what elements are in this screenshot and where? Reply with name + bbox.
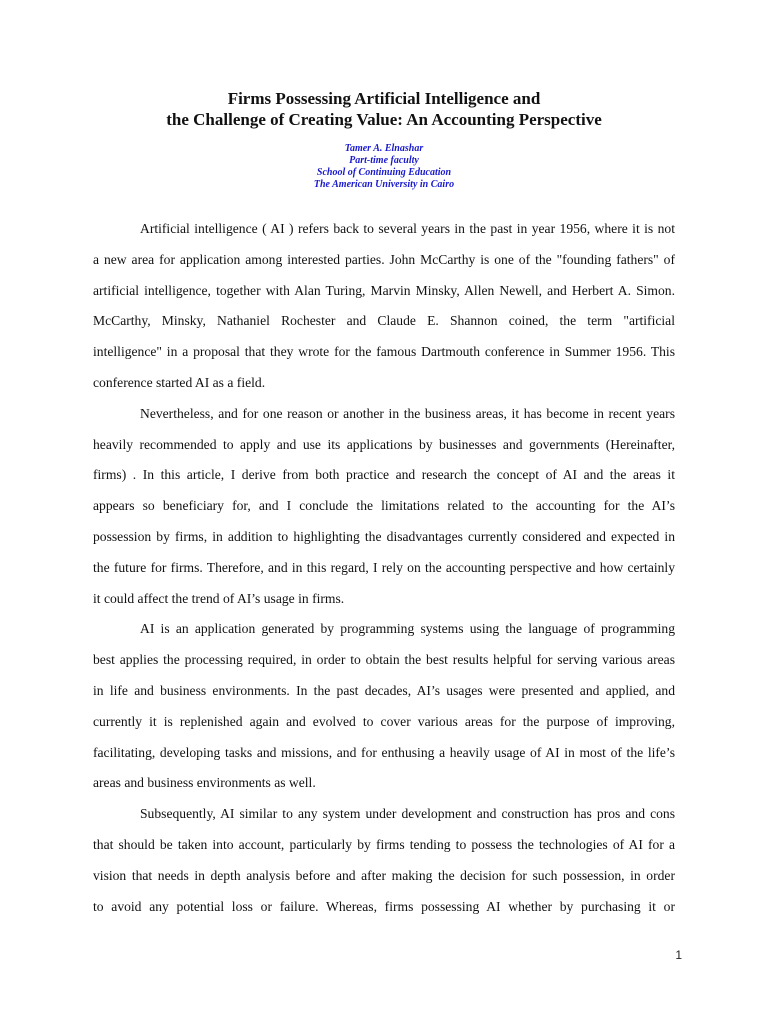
paragraph-1 bbox=[93, 214, 675, 399]
text-line: Nevertheless, and for one reason or another in the business areas, it has become in recent years bbox=[140, 405, 675, 421]
author-role: Part-time faculty bbox=[349, 155, 419, 166]
text-line: it could affect the trend of AI’s usage in firms. bbox=[93, 590, 345, 606]
text-line: conference started AI as a field. bbox=[93, 374, 266, 390]
text-line: best applies the processing required, in order to obtain the best results helpful for serving various areas bbox=[93, 652, 675, 668]
text-line: a new area for application among interested parties. John McCarthy is one of the "founding fathers" of bbox=[93, 251, 675, 267]
text-line: artificial intelligence, together with Alan Turing, Marvin Minsky, Allen Newell, and Herbert A. Simon. bbox=[93, 282, 675, 298]
text-line: to avoid any potential loss or failure. Whereas, firms possessing AI whether by purchasing it or bbox=[93, 898, 675, 914]
text-line: currently it is replenished again and evolved to cover various areas for the purpose of improving, bbox=[93, 713, 675, 729]
paragraph-4 bbox=[93, 799, 675, 922]
text-line: in life and business environments. In the past decades, AI’s usages were presented and applied, and bbox=[93, 682, 675, 698]
text-line: areas and business environments as well. bbox=[93, 775, 316, 791]
text-line: facilitating, developing tasks and missions, and for enthusing a heavily usage of AI in most of the life’s bbox=[93, 744, 675, 760]
author-school: School of Continuing Education bbox=[316, 167, 452, 178]
author-university: The American University in Cairo bbox=[313, 179, 455, 190]
author-block bbox=[0, 143, 768, 191]
text-line: intelligence" in a proposal that they wrote for the famous Dartmouth conference in Summer 1956. This bbox=[93, 344, 675, 360]
text-line: firms) . In this article, I derive from both practice and research the concept of AI and the areas it bbox=[93, 467, 675, 483]
text-line: that should be taken into account, particularly by firms tending to possess the technologies of AI for a bbox=[93, 836, 675, 852]
paragraph-2 bbox=[93, 399, 675, 615]
text-line: heavily recommended to apply and use its applications by businesses and governments (Hereinafter, bbox=[93, 436, 675, 452]
title-line-2: the Challenge of Creating Value: An Accounting Perspective bbox=[166, 110, 602, 129]
paragraph-3 bbox=[93, 614, 675, 799]
paper-title bbox=[0, 88, 768, 130]
page-number: 1 bbox=[675, 948, 682, 962]
text-line: AI is an application generated by programming systems using the language of programming bbox=[140, 621, 675, 637]
author-name: Tamer A. Elnashar bbox=[344, 143, 424, 154]
text-line: Subsequently, AI similar to any system under development and construction has pros and cons bbox=[140, 806, 675, 822]
text-line: the future for firms. Therefore, and in this regard, I rely on the accounting perspective and how certainly bbox=[93, 559, 675, 575]
body-text bbox=[93, 214, 675, 922]
text-line: McCarthy, Minsky, Nathaniel Rochester and Claude E. Shannon coined, the term "artificial bbox=[93, 313, 675, 329]
text-line: vision that needs in depth analysis before and after making the decision for such possession, in order bbox=[93, 867, 675, 883]
text-line: possession by firms, in addition to highlighting the disadvantages currently considered and expected in bbox=[93, 528, 675, 544]
text-line: Artificial intelligence ( AI ) refers back to several years in the past in year 1956, where it is not bbox=[140, 221, 675, 236]
title-line-1: Firms Possessing Artificial Intelligence and bbox=[227, 89, 541, 108]
text-line: appears so beneficiary for, and I conclude the limitations related to the accounting for the AI’s bbox=[93, 498, 675, 514]
